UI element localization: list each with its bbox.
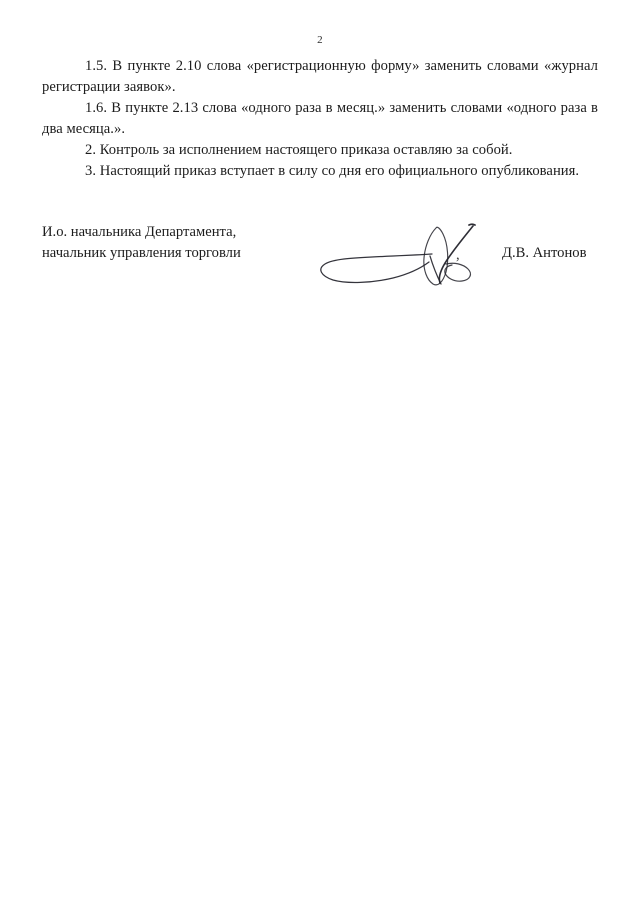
paragraph-2: 2. Контроль за исполнением настоящего приказа оставляю за собой.	[85, 142, 513, 158]
paragraph-1-6: 1.6. В пункте 2.13 слова «одного раза в месяц.» заменить словами «одного раза в два месяца.».	[42, 100, 598, 137]
signature-separator-mark: ,	[456, 247, 460, 263]
paragraph-1-5: 1.5. В пункте 2.10 слова «регистрационную форму» заменить словами «журнал регистрации заявок».	[42, 58, 598, 95]
paragraph-3: 3. Настоящий приказ вступает в силу со дня его официального опубликования.	[85, 163, 580, 179]
signature-block	[42, 222, 598, 302]
handwritten-signature-icon	[297, 218, 497, 296]
page-number: 2	[317, 34, 323, 46]
document-body	[42, 56, 598, 182]
signatory-role-line-2: начальник управления торговли	[42, 245, 241, 261]
signatory-name: Д.В. Антонов	[502, 245, 587, 261]
signatory-role-line-1: И.о. начальника Департамента,	[42, 224, 237, 240]
